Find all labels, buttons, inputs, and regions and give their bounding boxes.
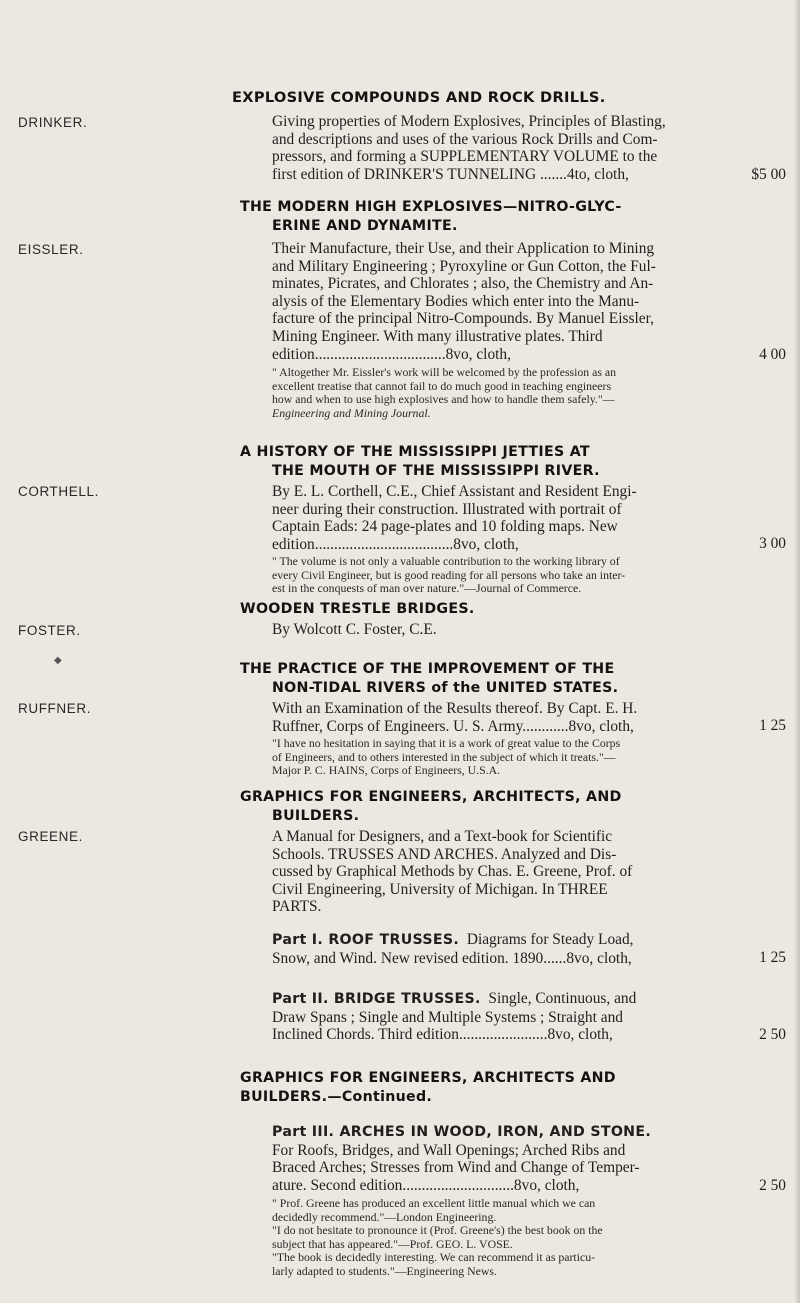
part-heading: Part III. ARCHES IN WOOD, IRON, AND STONE.: [272, 1124, 652, 1140]
description-line: Diagrams for Steady Load,: [466, 931, 634, 948]
quote-line: of Engineers, and to others interested in the subject of which it treats."—: [272, 749, 616, 764]
title-line: GRAPHICS FOR ENGINEERS, ARCHITECTS, AND: [240, 789, 622, 805]
part-heading: Part I. ROOF TRUSSES.: [272, 932, 460, 948]
description-line: Mining Engineer. With many illustrative plates. Third: [272, 327, 603, 345]
book-title: [240, 443, 770, 481]
description-line: Draw Spans ; Single and Multiple Systems ; Straight and: [272, 1008, 623, 1026]
description-line: edition....................................8vo, cloth,: [272, 535, 519, 553]
review-quote: [272, 555, 768, 596]
price: $5 00: [751, 166, 786, 183]
quote-line: how and when to use high explosives and how to handle them safely."—: [272, 392, 615, 406]
description-line: Captain Eads: 24 page-plates and 10 folding maps. New: [272, 518, 618, 536]
title-line: NON-TIDAL RIVERS of the UNITED STATES.: [272, 680, 619, 696]
title-line: GRAPHICS FOR ENGINEERS, ARCHITECTS AND: [240, 1070, 616, 1086]
part-description: [272, 990, 768, 1044]
price: 1 25: [759, 949, 786, 966]
description-line: facture of the principal Nitro-Compounds. By Manuel Eissler,: [272, 310, 654, 328]
quote-line: "I have no hesitation in saying that it is a work of great value to the Corps: [272, 736, 621, 750]
book-title: [240, 660, 770, 698]
description-line: Their Manufacture, their Use, and their Application to Mining: [272, 240, 655, 257]
quote-line: " Prof. Greene has produced an excellent little manual which we can: [272, 1196, 596, 1210]
quote-line: "I do not hesitate to pronounce it (Prof. Greene's) the best book on the: [272, 1223, 603, 1237]
description-line: alysis of the Elementary Bodies which enter into the Manu-: [272, 292, 640, 310]
description-line: minates, Picrates, and Chlorates ; also, the Chemistry and An-: [272, 275, 654, 293]
price: 1 25: [759, 717, 786, 734]
title-line: ERINE AND DYNAMITE.: [272, 218, 458, 234]
quote-line: est in the conquests of man over nature."—Journal of Commerce.: [272, 581, 582, 595]
book-title: [240, 600, 770, 619]
quote-source: Engineering and Mining Journal.: [272, 405, 431, 420]
author-name: FOSTER.: [18, 623, 81, 638]
description-line: and Military Engineering ; Pyroxyline or Gun Cotton, the Ful-: [272, 257, 656, 275]
title-line: WOODEN TRESTLE BRIDGES.: [240, 601, 475, 617]
price: 3 00: [759, 535, 786, 552]
quote-line: decidedly recommend."—London Engineering.: [272, 1209, 497, 1224]
quote-line: larly adapted to students."—Engineering News.: [272, 1263, 497, 1278]
description-line: Ruffner, Corps of Engineers. U. S. Army............8vo, cloth,: [272, 717, 634, 735]
book-title: [240, 788, 770, 826]
review-quote: [272, 1197, 768, 1278]
description-line: first edition of DRINKER'S TUNNELING .......4to, cloth,: [272, 165, 629, 183]
quote-line: excellent treatise that cannot fail to do much good in teaching engineers: [272, 378, 612, 393]
description-line: Braced Arches; Stresses from Wind and Change of Temper-: [272, 1159, 640, 1177]
entry-description: [272, 483, 768, 553]
description-line: ature. Second edition.............................8vo, cloth,: [272, 1176, 580, 1194]
quote-line: "The book is decidedly interesting. We can recommend it as particu-: [272, 1250, 596, 1264]
price: 2 50: [759, 1177, 786, 1194]
description-line: and descriptions and uses of the various Rock Drills and Com-: [272, 130, 658, 148]
description-line: A Manual for Designers, and a Text-book for Scientific: [272, 828, 613, 845]
part-heading: Part II. BRIDGE TRUSSES.: [272, 991, 481, 1007]
author-name: CORTHELL.: [18, 484, 99, 499]
description-line: PARTS.: [272, 898, 322, 916]
quote-line: every Civil Engineer, but is good reading for all persons who take an inter-: [272, 567, 626, 582]
entry-description: [272, 621, 768, 639]
description-line: Schools. TRUSSES AND ARCHES. Analyzed and Dis-: [272, 845, 617, 863]
description-line: With an Examination of the Results thereof. By Capt. E. H.: [272, 700, 638, 717]
part-description: [272, 931, 768, 967]
entry-description: [272, 828, 768, 916]
review-quote: [272, 366, 768, 420]
description-line: neer during their construction. Illustrated with portrait of: [272, 500, 622, 518]
description-line: Civil Engineering, University of Michigan. In THREE: [272, 880, 608, 898]
entry-description: [272, 240, 768, 363]
author-name: GREENE.: [18, 829, 83, 844]
title-line: BUILDERS.: [272, 808, 360, 824]
price: 4 00: [759, 346, 786, 363]
part-description: [272, 1123, 768, 1194]
quote-line: subject that has appeared."—Prof. GEO. L. VOSE.: [272, 1236, 513, 1251]
description-line: By Wolcott C. Foster, C.E.: [272, 621, 437, 638]
author-name: DRINKER.: [18, 115, 88, 130]
description-line: Inclined Chords. Third edition.......................8vo, cloth,: [272, 1026, 613, 1044]
title-line: THE MODERN HIGH EXPLOSIVES—NITRO-GLYC-: [240, 199, 622, 215]
author-name: EISSLER.: [18, 242, 84, 257]
description-line: Giving properties of Modern Explosives, Principles of Blasting,: [272, 113, 666, 130]
page-edge-shadow: [794, 0, 800, 1303]
title-line: BUILDERS.—Continued.: [240, 1089, 433, 1105]
quote-line: Major P. C. HAINS, Corps of Engineers, U.S.A.: [272, 763, 501, 777]
description-line: Snow, and Wind. New revised edition. 1890......8vo, cloth,: [272, 949, 632, 967]
description-line: By E. L. Corthell, C.E., Chief Assistant and Resident Engi-: [272, 483, 637, 500]
entry-description: [272, 700, 768, 735]
running-head: EXPLOSIVE COMPOUNDS AND ROCK DRILLS.: [232, 89, 606, 106]
review-quote: [272, 737, 768, 778]
description-line: edition..................................8vo, cloth,: [272, 345, 511, 363]
printer-mark: ◆: [54, 655, 62, 666]
description-line: Single, Continuous, and: [488, 990, 637, 1007]
book-title: [240, 198, 770, 236]
title-line: THE PRACTICE OF THE IMPROVEMENT OF THE: [240, 661, 615, 677]
price: 2 50: [759, 1026, 786, 1043]
quote-line: " The volume is not only a valuable contribution to the working library of: [272, 554, 620, 568]
entry-description: [272, 113, 768, 183]
title-line: THE MOUTH OF THE MISSISSIPPI RIVER.: [272, 463, 600, 479]
author-name: RUFFNER.: [18, 701, 92, 716]
title-line: A HISTORY OF THE MISSISSIPPI JETTIES AT: [240, 444, 590, 460]
section-heading: [240, 1069, 770, 1107]
quote-line: " Altogether Mr. Eissler's work will be welcomed by the profession as an: [272, 365, 617, 379]
description-line: For Roofs, Bridges, and Wall Openings; Arched Ribs and: [272, 1141, 626, 1159]
description-line: cussed by Graphical Methods by Chas. E. Greene, Prof. of: [272, 863, 633, 881]
description-line: pressors, and forming a SUPPLEMENTARY VOLUME to the: [272, 148, 658, 166]
